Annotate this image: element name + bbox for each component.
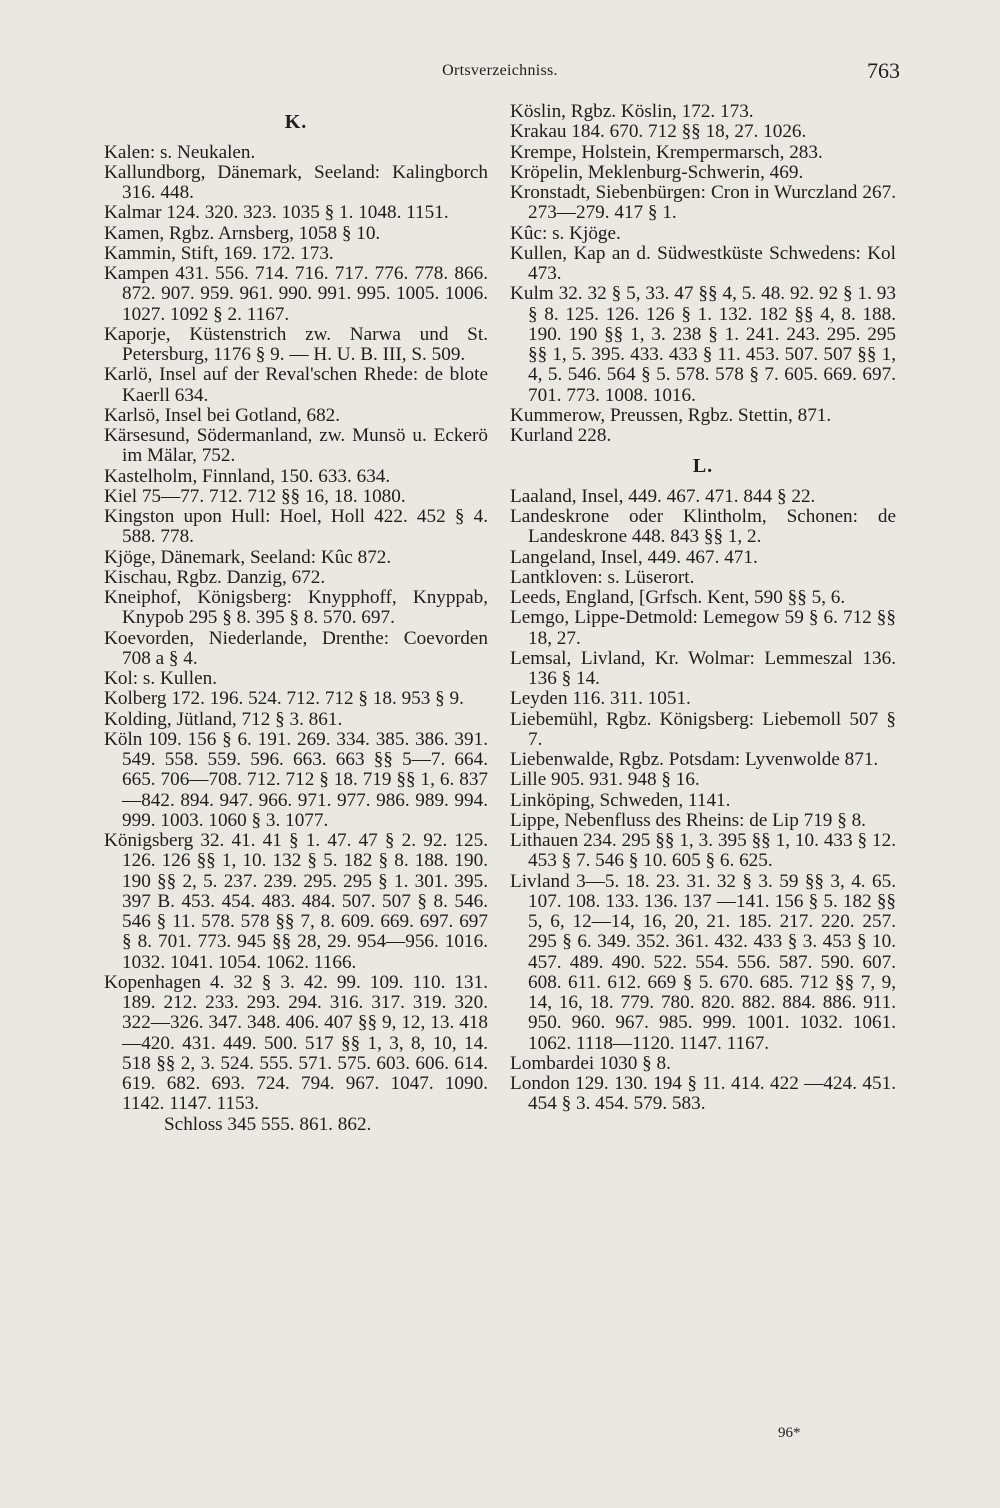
index-entry: Lemsal, Livland, Kr. Wolmar: Lemmeszal 136. 136 § 14. <box>510 647 896 689</box>
index-entry: Leyden 116. 311. 1051. <box>510 688 691 710</box>
index-entry: Lithauen 234. 295 §§ 1, 3. 395 §§ 1, 10. 433 § 12. 453 § 7. 546 § 10. 605 § 6. 625. <box>510 830 896 872</box>
index-entry: Karlsö, Insel bei Gotland, 682. <box>104 404 341 426</box>
index-entry: Kastelholm, Finnland, 150. 633. 634. <box>104 465 391 487</box>
index-entry: Kischau, Rgbz. Danzig, 672. <box>104 566 326 588</box>
index-entry: Langeland, Insel, 449. 467. 471. <box>510 546 758 568</box>
index-entry: Leeds, England, [Grfsch. Kent, 590 §§ 5, 6. <box>510 587 846 608</box>
index-entry: Kampen 431. 556. 714. 716. 717. 776. 778. 866. 872. 907. 959. 961. 990. 991. 995. 1005. 1006. 1027. 1092 § 2. 1167. <box>104 263 488 325</box>
index-entry: Lippe, Nebenfluss des Rheins: de Lip 719 § 8. <box>510 809 866 831</box>
index-entry: Landeskrone oder Klintholm, Schonen: de Landeskrone 448. 843 §§ 1, 2. <box>510 506 896 548</box>
index-entry: Kolding, Jütland, 712 § 3. 861. <box>104 708 343 730</box>
index-entry: Krakau 184. 670. 712 §§ 18, 27. 1026. <box>510 121 807 143</box>
page-number: 763 <box>867 58 900 83</box>
index-entry: Lombardei 1030 § 8. <box>510 1052 671 1074</box>
index-entry: Kulm 32. 32 § 5, 33. 47 §§ 4, 5. 48. 92. 92 § 1. 93 § 8. 125. 126. 126 § 1. 132. 182 §§ 4, 8. 188. 190. 190 §§ 1, 3. 238 § 1. 241. 243. 295. 295 §§ 1, 5. 395. 433. 433 § 11. 453. 507. 507 §§ 1, 4, 5. 546. 564 § 5. 578. 578 § 7. 605. 669. 697. 701. 773. 1008. 1016. <box>510 283 896 406</box>
index-entry: Livland 3—5. 18. 23. 31. 32 § 3. 59 §§ 3, 4. 65. 107. 108. 133. 136. 137 —141. 156 § 5. 182 §§ 5, 6, 12—14, 16, 20, 21. 185. 217. 220. 257. 295 § 6. 349. 352. 361. 432. 433 § 3. 453 § 10. 457. 489. 490. 522. 554. 556. 587. 590. 607. 608. 611. 612. 669 § 5. 670. 685. 712 §§ 7, 9, 14, 16, 18. 779. 780. 820. 882. 884. 886. 911. 950. 960. 967. 985. 999. 1001. 1032. 1061. 1062. 1118—1120. 1147. 1167. <box>510 870 896 1054</box>
index-entry: Kullen, Kap an d. Südwestküste Schwedens: Kol 473. <box>510 242 896 284</box>
index-entry: Kummerow, Preussen, Rgbz. Stettin, 871. <box>510 404 832 426</box>
index-entry: London 129. 130. 194 § 11. 414. 422 —424. 451. 454 § 3. 454. 579. 583. <box>510 1073 896 1115</box>
index-entry: Kärsesund, Södermanland, zw. Munsö u. Eckerö im Mälar, 752. <box>104 425 488 467</box>
section-heading-l: L. <box>692 455 714 478</box>
index-entry: Lille 905. 931. 948 § 16. <box>510 769 700 791</box>
index-entry: Krempe, Holstein, Krempermarsch, 283. <box>510 141 823 163</box>
left-column <box>104 102 488 1135</box>
index-entry: Liebenwalde, Rgbz. Potsdam: Lyvenwolde 871. <box>510 749 879 770</box>
index-entry: Kiel 75—77. 712. 712 §§ 16, 18. 1080. <box>104 485 406 507</box>
index-entry: Kalen: s. Neukalen. <box>104 141 256 163</box>
index-entry: Kol: s. Kullen. <box>104 668 217 689</box>
signature-mark: 96* <box>778 1425 801 1441</box>
right-column <box>510 102 896 1115</box>
index-entry: Köln 109. 156 § 6. 191. 269. 334. 385. 386. 391. 549. 558. 559. 596. 663. 663 §§ 5—7. 664. 665. 706—708. 712. 712 § 18. 719 §§ 1, 6. 837—842. 894. 947. 966. 971. 977. 986. 989. 994. 999. 1003. 1060 § 3. 1077. <box>104 728 488 831</box>
entry-list-l <box>510 487 896 1115</box>
index-entry: Kammin, Stift, 169. 172. 173. <box>104 242 334 264</box>
index-entry: Köslin, Rgbz. Köslin, 172. 173. <box>510 101 754 122</box>
index-entry: Kingston upon Hull: Hoel, Holl 422. 452 § 4. 588. 778. <box>104 506 488 548</box>
index-entry: Kûc: s. Kjöge. <box>510 222 621 244</box>
index-entry: Linköping, Schweden, 1141. <box>510 789 731 811</box>
section-heading-k: K. <box>284 111 308 133</box>
index-entry: Königsberg 32. 41. 41 § 1. 47. 47 § 2. 92. 125. 126. 126 §§ 1, 10. 132 § 5. 182 § 8. 188. 190. 190 §§ 2, 5. 237. 239. 295. 295 § 1. 301. 395. 397 B. 453. 454. 483. 484. 507. 507 § 8. 546. 546 § 11. 578. 578 §§ 7, 8. 609. 669. 697. 697 § 8. 701. 773. 945 §§ 28, 29. 954—956. 1016. 1032. 1041. 1054. 1062. 1166. <box>104 830 488 973</box>
index-entry: Kneiphof, Königsberg: Knypphoff, Knyppab, Knypob 295 § 8. 395 § 8. 570. 697. <box>104 587 488 629</box>
index-entry: Kaporje, Küstenstrich zw. Narwa und St. Petersburg, 1176 § 9. — H. U. B. III, S. 509. <box>104 323 488 365</box>
index-subentry <box>104 1115 488 1135</box>
index-entry: Liebemühl, Rgbz. Königsberg: Liebemoll 507 § 7. <box>510 708 896 750</box>
index-entry: Kalmar 124. 320. 323. 1035 § 1. 1048. 1151. <box>104 202 449 224</box>
subentry-text: Schloss 345 555. 861. 862. <box>164 1113 372 1135</box>
index-entry: Lantkloven: s. Lüserort. <box>510 566 695 588</box>
index-entry: Kröpelin, Meklenburg-Schwerin, 469. <box>510 161 804 183</box>
running-title: Ortsverzeichniss. <box>442 62 558 79</box>
entry-list-k-right <box>510 102 896 446</box>
index-entry: Lemgo, Lippe-Detmold: Lemegow 59 § 6. 712 §§ 18, 27. <box>510 607 896 649</box>
index-entry: Kamen, Rgbz. Arnsberg, 1058 § 10. <box>104 222 381 244</box>
index-entry: Kjöge, Dänemark, Seeland: Kûc 872. <box>104 546 392 568</box>
index-entry: Kallundborg, Dänemark, Seeland: Kalingborch 316. 448. <box>104 161 488 203</box>
index-entry: Koevorden, Niederlande, Drenthe: Coevorden 708 a § 4. <box>104 627 488 669</box>
index-entry: Kurland 228. <box>510 425 612 446</box>
index-entry: Kronstadt, Siebenbürgen: Cron in Wurczland 267. 273—279. 417 § 1. <box>510 182 896 224</box>
index-entry: Laaland, Insel, 449. 467. 471. 844 § 22. <box>510 485 816 507</box>
index-entry: Kolberg 172. 196. 524. 712. 712 § 18. 953 § 9. <box>104 688 464 710</box>
entry-list-k-left <box>104 143 488 1115</box>
index-entry: Karlö, Insel auf der Reval'schen Rhede: de blote Kaerll 634. <box>104 364 488 406</box>
running-head <box>0 58 1000 86</box>
index-entry: Kopenhagen 4. 32 § 3. 42. 99. 109. 110. 131. 189. 212. 233. 293. 294. 316. 317. 319. 320. 322—326. 347. 348. 406. 407 §§ 9, 12, 13. 418—420. 431. 449. 500. 517 §§ 1, 3, 8, 10, 14. 518 §§ 2, 3. 524. 555. 571. 575. 603. 606. 614. 619. 682. 693. 724. 794. 967. 1047. 1090. 1142. 1147. 1153. <box>104 971 488 1115</box>
